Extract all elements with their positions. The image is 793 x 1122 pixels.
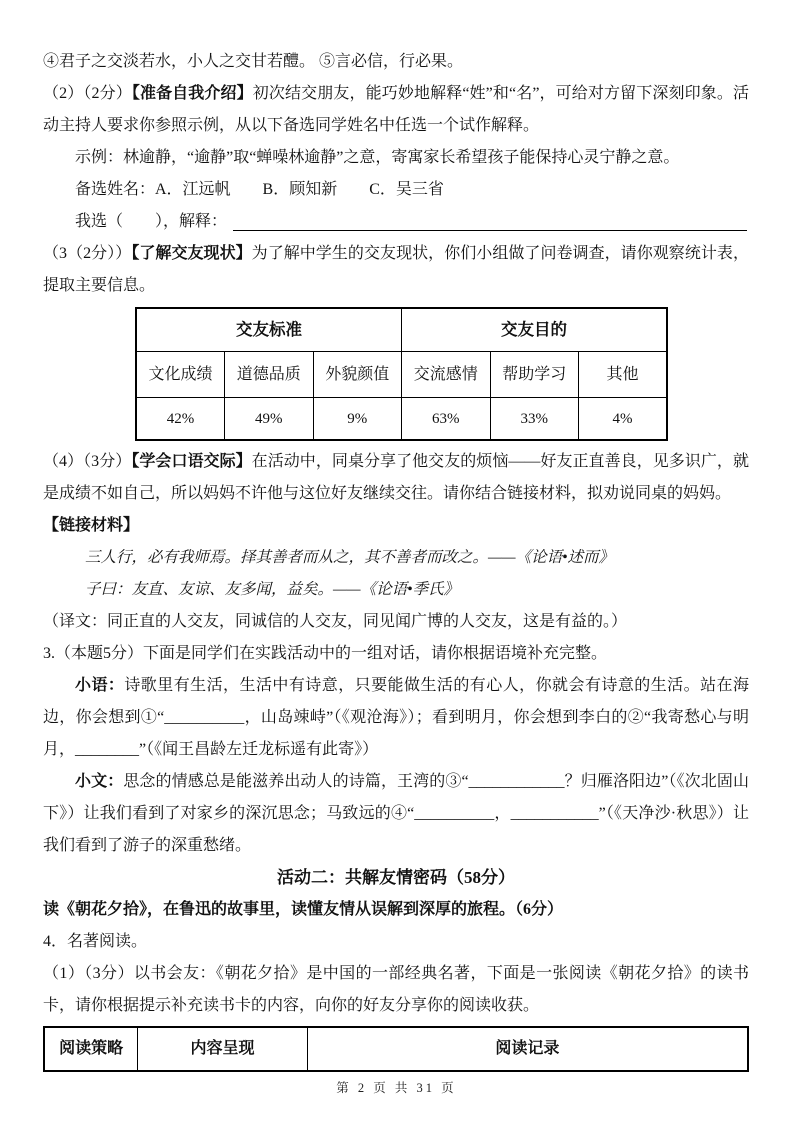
q2-sub2-label: 【准备自我介绍】 — [131, 85, 253, 102]
survey-column-header: 其他 — [579, 352, 668, 398]
answer-blank-line — [233, 210, 747, 231]
q2-sub3-prefix: （3（2分）） — [43, 245, 132, 262]
q2-sub3-paragraph — [43, 238, 749, 302]
q2-sub2-answer-line — [43, 206, 749, 238]
reading-card-header-row — [44, 1027, 748, 1071]
reading-card-header-content: 内容呈现 — [138, 1027, 308, 1071]
dialog-xiaoyu-text: 诗歌里有生活，生活中有诗意，只要能做生活的有心人，你就会有诗意的生活。站在海边，你会想到①“__________，山岛竦峙”（《观沧海》）；看到明月，你会想到李白的②“我寄愁心与明月，________”（《闻王昌龄左迁龙标遥有此寄》） — [43, 677, 749, 758]
page-number-footer: 第 2 页 共 31 页 — [336, 1081, 457, 1095]
survey-value-cell: 42% — [136, 398, 225, 441]
survey-value-cell: 33% — [490, 398, 579, 441]
survey-group-header-purpose: 交友目的 — [402, 308, 668, 352]
speaker-xiaoyu: 小语： — [75, 677, 125, 694]
survey-column-header: 帮助学习 — [490, 352, 579, 398]
idiom-line: ④君子之交淡若水，小人之交甘若醴。 ⑤言必信，行必果。 — [43, 53, 464, 70]
dialog-xiaowen — [43, 766, 749, 862]
q2-sub2-candidates: 备选姓名：A．江远帆 B．顾知新 C．吴三省 — [75, 181, 444, 198]
q2-sub3-text: 为了解中学生的交友现状，你们小组做了问卷调查，请你观察统计表，提取主要信息。 — [43, 245, 749, 294]
survey-column-header: 道德品质 — [225, 352, 314, 398]
survey-value-cell: 4% — [579, 398, 668, 441]
dialog-xiaoyu — [43, 670, 749, 766]
survey-group-header-standard: 交友标准 — [136, 308, 402, 352]
q2-sub3-label: 【了解交友现状】 — [131, 245, 252, 262]
q2-sub2-example: 示例：林逾静，“逾静”取“蝉噪林逾静”之意，寄寓家长希望孩子能保持心灵宁静之意。 — [75, 149, 680, 166]
dialog-xiaowen-text: 思念的情感总是能滋养出动人的诗篇，王湾的③“____________？归雁洛阳边”（《次北固山下》）让我们看到了对家乡的深沉思念；马致远的④“__________，___________”（《天净沙·秋思》）让我们看到了游子的深重愁绪。 — [43, 773, 749, 854]
survey-value-row — [136, 398, 667, 441]
reading-card-header-record: 阅读记录 — [307, 1027, 748, 1071]
q2-sub4-paragraph — [43, 446, 749, 510]
q2-sub2-paragraph — [43, 78, 749, 142]
link-material-quote-jishi: 子曰：友直、友谅、友多闻，益矣。——《论语•季氏》 — [85, 581, 459, 598]
survey-column-header: 外貌颜值 — [313, 352, 402, 398]
survey-column-header-row — [136, 352, 667, 398]
survey-column-header: 交流感情 — [402, 352, 491, 398]
speaker-xiaowen: 小文： — [75, 773, 124, 790]
q2-sub4-prefix: （4）（3分） — [43, 453, 132, 470]
q2-sub2-prefix: （2）（2分） — [43, 85, 132, 102]
q4-title: 4．名著阅读。 — [43, 933, 148, 950]
survey-value-cell: 63% — [402, 398, 491, 441]
q2-sub2-text: 初次结交朋友，能巧妙地解释“姓”和“名”，可给对方留下深刻印象。活动主持人要求你参照示例，从以下备选同学姓名中任选一个试作解释。 — [43, 85, 749, 134]
activity2-heading: 活动二：共解友情密码（58分） — [277, 868, 515, 887]
link-material-quote-shuer: 三人行，必有我师焉。择其善者而从之，其不善者而改之。——《论语•述而》 — [85, 549, 614, 566]
link-material-title: 【链接材料】 — [43, 517, 140, 534]
q2-sub4-text: 在活动中，同桌分享了他交友的烦恼——好友正直善良，见多识广，就是成绩不如自己，所以妈妈不许他与这位好友继续交往。请你结合链接材料，拟劝说同桌的妈妈。 — [43, 453, 749, 502]
q2-sub4-label: 【学会口语交际】 — [131, 453, 252, 470]
survey-column-header: 文化成绩 — [136, 352, 225, 398]
survey-value-cell: 9% — [313, 398, 402, 441]
survey-value-cell: 49% — [225, 398, 314, 441]
reading-card-header-strategy: 阅读策略 — [44, 1027, 138, 1071]
activity2-subheading: 读《朝花夕拾》，在鲁迅的故事里，读懂友情从误解到深厚的旅程。（6分） — [43, 901, 564, 918]
reading-card-table — [43, 1026, 749, 1072]
survey-group-header-row — [136, 308, 667, 352]
friendship-survey-table — [135, 307, 668, 441]
link-material-translation: （译文：同正直的人交友，同诚信的人交友，同见闻广博的人交友，这是有益的。） — [43, 613, 628, 630]
q4-1-paragraph: （1）（3分）以书会友：《朝花夕拾》是中国的一部经典名著，下面是一张阅读《朝花夕拾》的读书卡，请你根据提示补充读书卡的内容，向你的好友分享你的阅读收获。 — [43, 965, 749, 1014]
q3-intro: 3.（本题5分）下面是同学们在实践活动中的一组对话，请你根据语境补充完整。 — [43, 645, 608, 662]
q2-sub2-answer-label: 我选（ ），解释： — [75, 213, 228, 230]
